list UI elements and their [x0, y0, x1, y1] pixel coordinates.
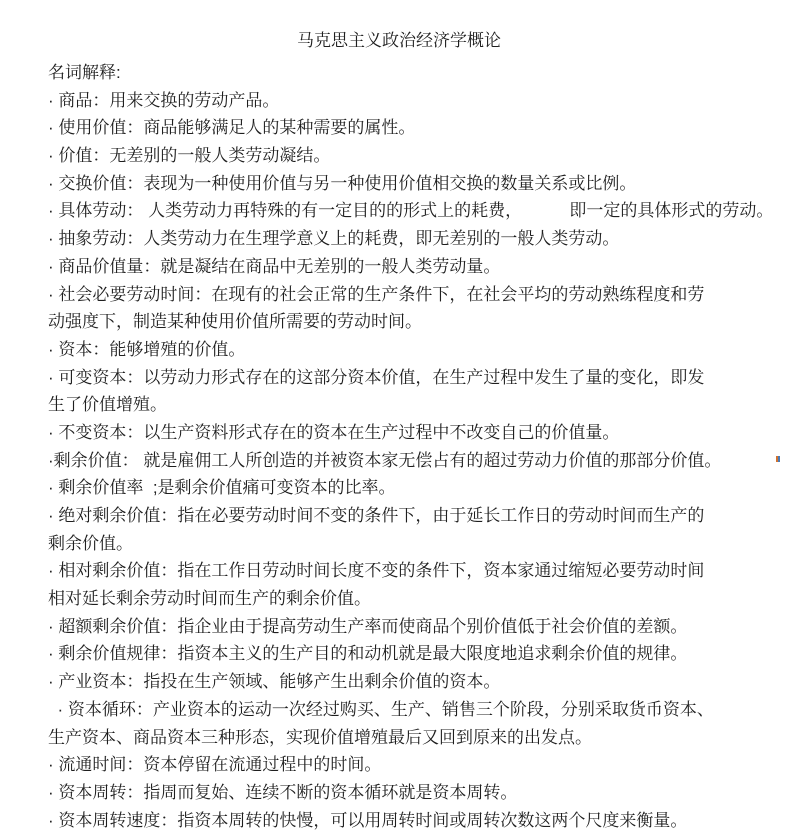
cursor-artifact-right — [778, 456, 780, 462]
page-title: 马克思主义政治经济学概论 — [297, 31, 501, 50]
definition-line: · 流通时间：资本停留在流通过程中的时间。 — [48, 755, 382, 775]
definition-line: · 资本：能够增殖的价值。 — [48, 339, 246, 359]
definition-line: · 社会必要劳动时间：在现有的社会正常的生产条件下，在社会平均的劳动熟练程度和劳 — [48, 284, 705, 304]
definition-list — [48, 87, 788, 834]
definition-line: · 资本周转：指周而复始、连续不断的资本循环就是资本周转。 — [48, 782, 518, 802]
definition-line: 动强度下，制造某种使用价值所需要的劳动时间。 — [48, 312, 422, 332]
definition-line: · 价值：无差别的一般人类劳动凝结。 — [48, 146, 331, 166]
definition-line: · 资本循环：产业资本的运动一次经过购买、生产、销售三个阶段，分别采取货币资本、 — [48, 699, 714, 719]
definition-line: · 剩余价值率 ;是剩余价值痛可变资本的比率。 — [48, 478, 396, 498]
definition-line: ·剩余价值： 就是雇佣工人所创造的并被资本家无偿占有的超过劳动力价值的那部分价值。 — [48, 450, 722, 470]
definition-line: 生了价值增殖。 — [48, 395, 167, 415]
definition-line: · 绝对剩余价值：指在必要劳动时间不变的条件下，由于延长工作日的劳动时间而生产的 — [48, 506, 705, 525]
definition-line: 相对延长剩余劳动时间而生产的剩余价值。 — [48, 589, 371, 609]
definition-line: · 资本周转速度：指资本周转的快慢，可以用周转时间或周转次数这两个尺度来衡量。 — [48, 810, 688, 830]
cursor-artifact — [776, 456, 780, 462]
definition-line: · 使用价值：商品能够满足人的某种需要的属性。 — [48, 118, 416, 138]
section-heading: 名词解释: — [48, 63, 121, 82]
definition-line: · 相对剩余价值：指在工作日劳动时间长度不变的条件下，资本家通过缩短必要劳动时间 — [48, 561, 705, 581]
definition-line: · 剩余价值规律：指资本主义的生产目的和动机就是最大限度地追求剩余价值的规律。 — [48, 644, 688, 664]
definition-line: · 不变资本：以生产资料形式存在的资本在生产过程中不改变自己的价值量。 — [48, 422, 620, 442]
definition-line: · 具体劳动： 人类劳动力再特殊的有一定目的的形式上的耗费， 即一定的具体形式的劳动。 — [48, 201, 774, 221]
definition-line: · 产业资本：指投在生产领域、能够产生出剩余价值的资本。 — [48, 672, 501, 692]
definition-line: · 商品：用来交换的劳动产品。 — [48, 90, 280, 110]
definition-line: · 交换价值：表现为一种使用价值与另一种使用价值相交换的数量关系或比例。 — [48, 173, 637, 193]
definition-line: 生产资本、商品资本三种形态，实现价值增殖最后又回到原来的出发点。 — [48, 727, 592, 747]
definition-line: · 可变资本：以劳动力形式存在的这部分资本价值，在生产过程中发生了量的变化，即发 — [48, 367, 705, 387]
definition-line: 剩余价值。 — [48, 533, 133, 553]
definition-line: · 超额剩余价值：指企业由于提高劳动生产率而使商品个别价值低于社会价值的差额。 — [48, 616, 688, 636]
document-body — [48, 59, 788, 834]
definition-line: · 抽象劳动：人类劳动力在生理学意义上的耗费，即无差别的一般人类劳动。 — [48, 229, 620, 249]
definition-line: · 商品价值量：就是凝结在商品中无差别的一般人类劳动量。 — [48, 256, 501, 276]
